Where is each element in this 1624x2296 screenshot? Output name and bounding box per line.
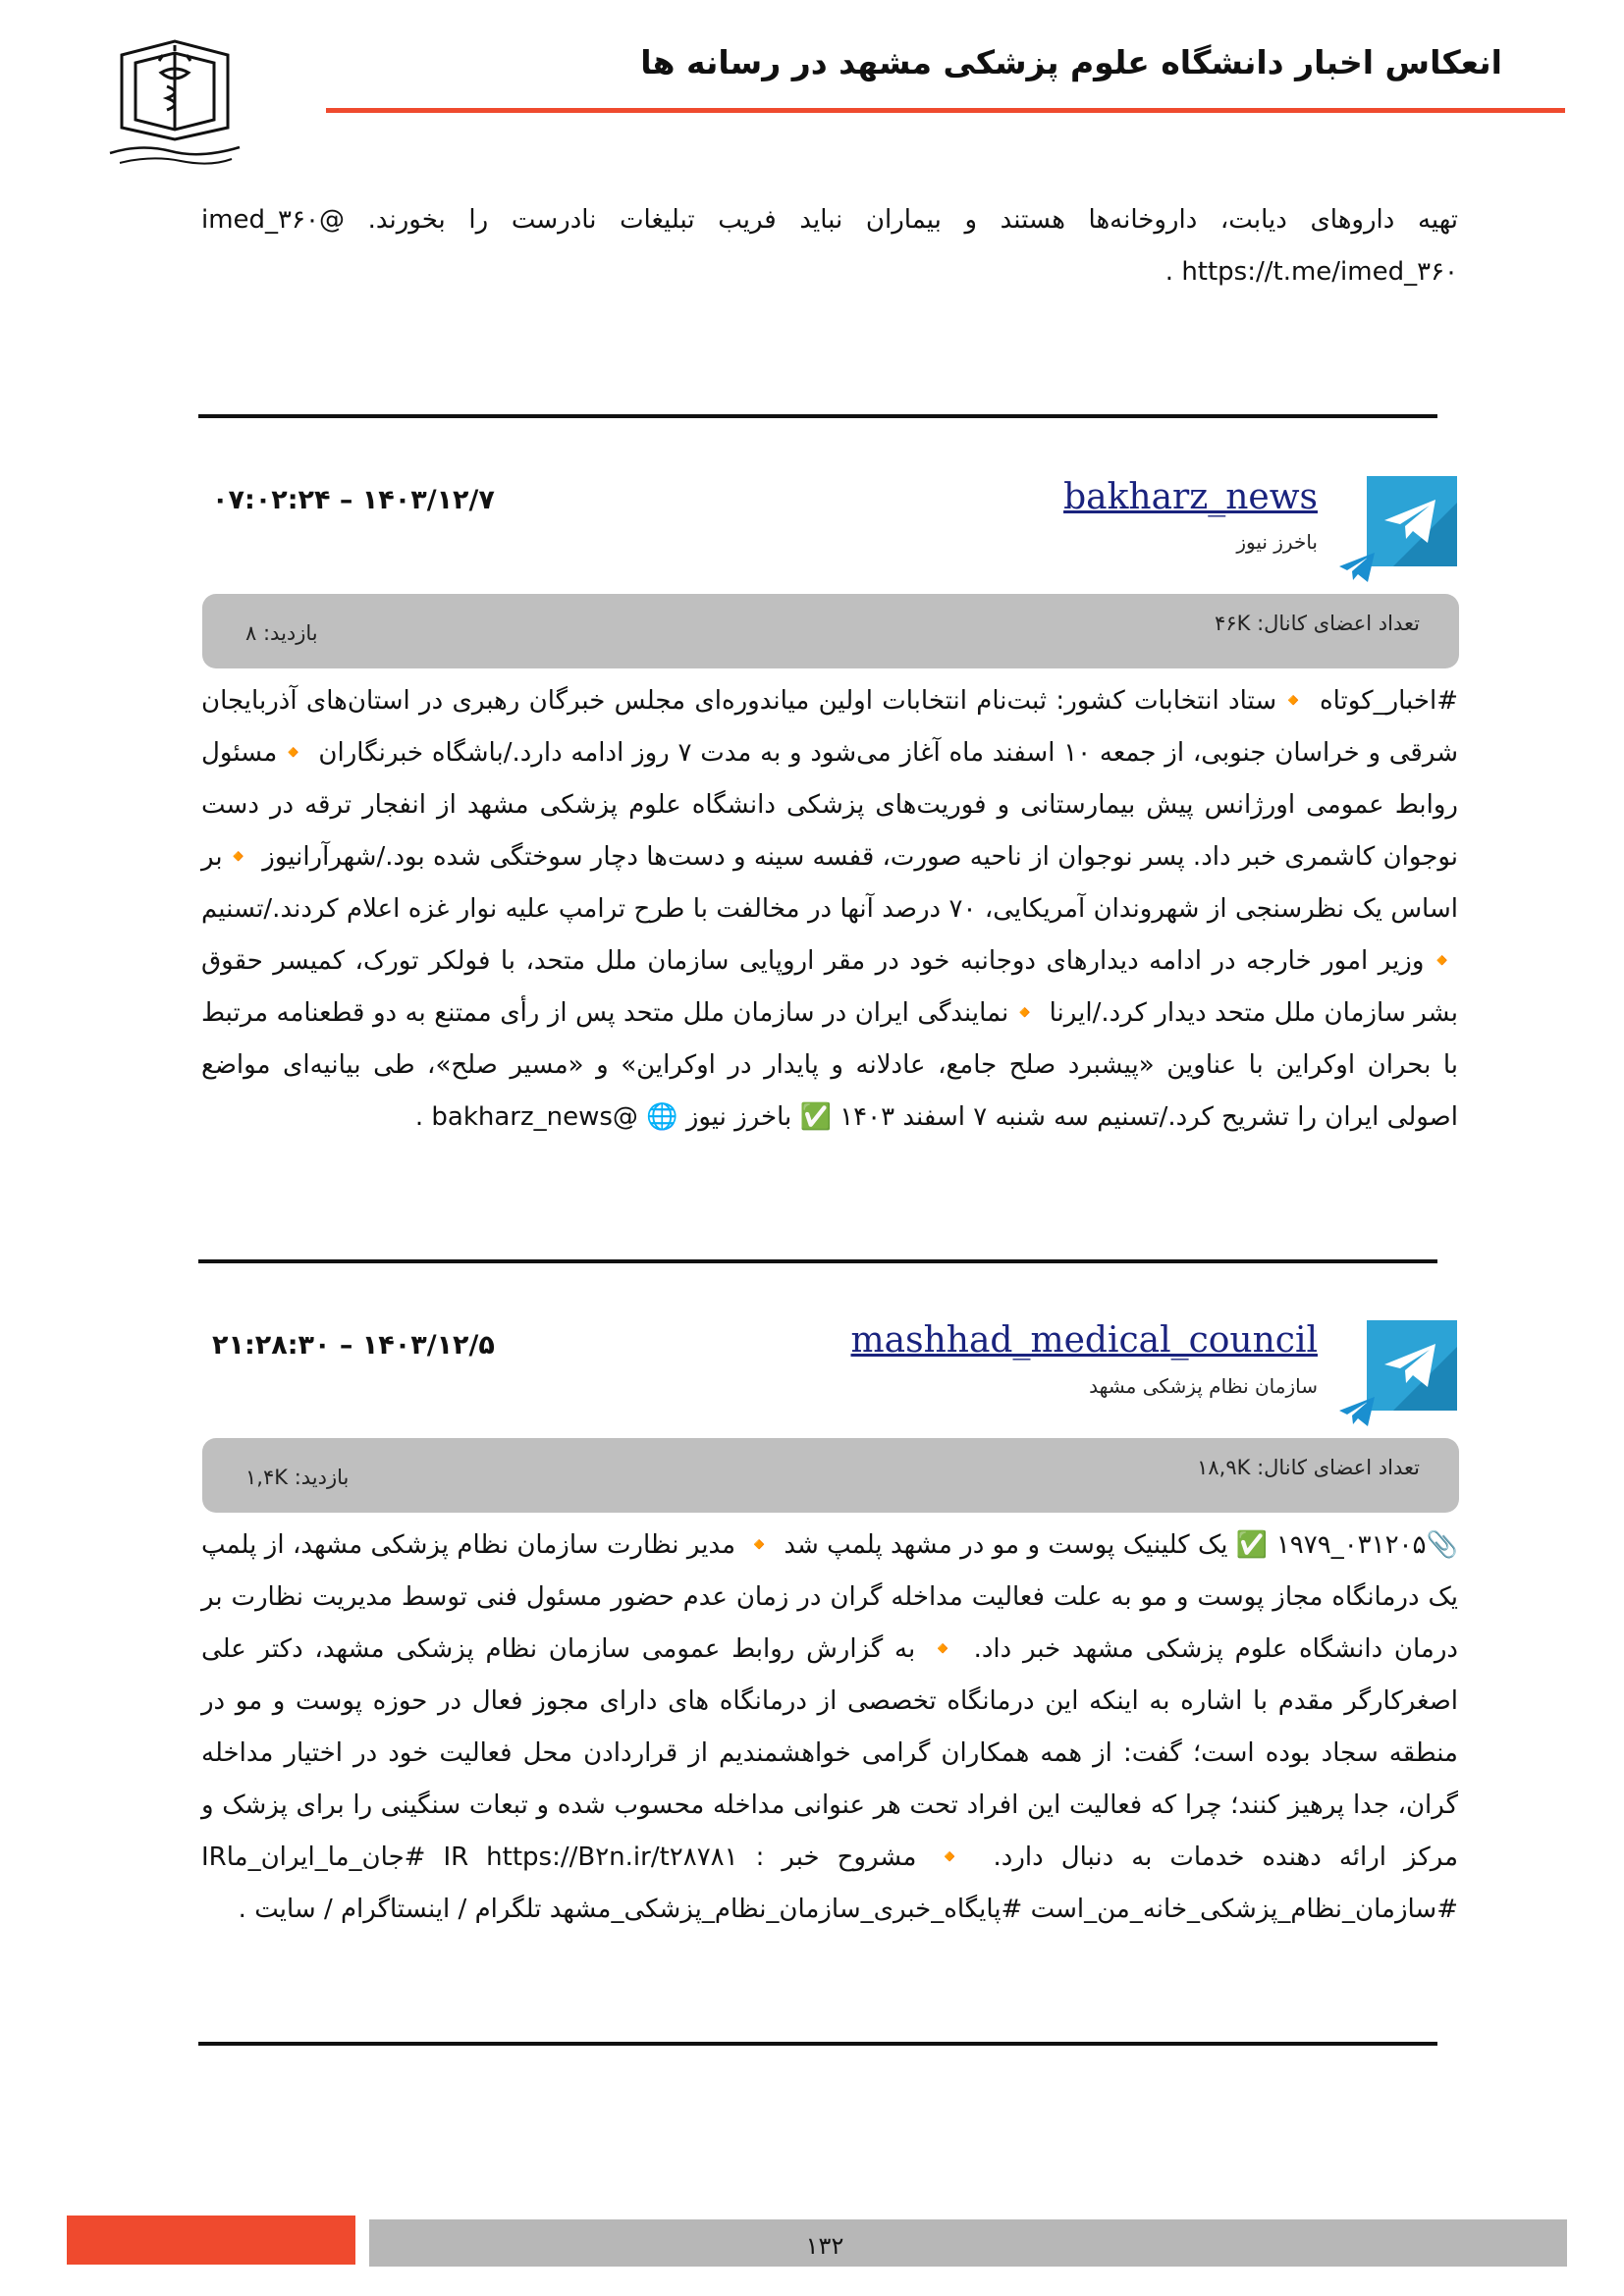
header-title: انعکاس اخبار دانشگاه علوم پزشکی مشهد در رسانه ها <box>640 43 1502 81</box>
post-body: 📎۰۳۱۲۰۵_۱۹۷۹ ✅ یک کلینیک پوست و مو در مشهد پلمپ شد 🔸 مدیر نظارت سازمان نظام پزشکی مشهد، از پلمپ یک درمانگاه مجاز پوست و مو به علت فعالیت مداخله گران در زمان عدم حضور مسئول فنی توسط مدیریت نظارت بر درمان دانشگاه علوم پزشکی مشهد خبر داد. 🔸 به گزارش روابط عمومی سازمان نظام پزشکی مشهد، دکتر علی اصغرکارگر مقدم با اشاره به اینکه این درمانگاه تخصصی از درمانگاه های دارای مجوز فعال در حوزه پوست و مو در منطقه سجاد بوده است؛ گفت: از همه همکاران گرامی خواهشمندیم از قراردادن محل فعالیت خود در اختیار مداخله گران، جدا پرهیز کنند؛ چرا که فعالیت این افراد تحت هر عنوانی مداخله محسوب شده و تبعات سنگینی را برای پزشک و مرکز ارائه دهنده خدمات به دنبال دارد. 🔸 مشروح خبر : IR https://B۲n.ir/t۲۸۷۸۱ #جان_ما_ایران_ماIR #سازمان_نظام_پزشکی_خانه_من_است #پایگاه_خبری_سازمان_نظام_پزشکی_مشهد تلگرام / اینستاگرام / سایت . <box>201 1530 1458 1924</box>
page-number: ۱۳۲ <box>805 2232 844 2260</box>
members-value: ۱۸,۹K <box>1197 1456 1251 1479</box>
university-logo-icon <box>102 37 247 171</box>
post-datetime: ۱۴۰۳/۱۲/۷ – ۰۷:۰۲:۲۴ <box>212 485 495 515</box>
channel-handle-link[interactable]: mashhad_medical_council <box>850 1320 1318 1361</box>
channel-name: سازمان نظام پزشکی مشهد <box>1089 1374 1318 1398</box>
footer-accent-bar <box>67 2216 355 2265</box>
telegram-icon <box>1367 1320 1457 1411</box>
views-label: بازدید: <box>294 1466 350 1489</box>
post-body: #اخبار_کوتاه 🔸ستاد انتخابات کشور: ثبت‌نام انتخابات اولین میاندوره‌ای مجلس خبرگان رهبری در استان‌های آذربایجان شرقی و خراسان جنوبی، از جمعه ۱۰ اسفند ماه آغاز می‌شود و به مدت ۷ روز ادامه دارد./باشگاه خبرنگاران 🔸مسئول روابط عمومی اورژانس پیش بیمارستانی و فوریت‌های پزشکی دانشگاه علوم پزشکی مشهد از انفجار ترقه در دست نوجوان کاشمری خبر داد. پسر نوجوان از ناحیه صورت، قفسه سینه و دست‌ها دچار سوختگی شده بود./شهرآرانیوز 🔸بر اساس یک نظرسنجی از شهروندان آمریکایی، ۷۰ درصد آنها در مخالفت با طرح ترامپ علیه نوار غزه اعلام کردند./تسنیم 🔸وزیر امور خارجه در ادامه دیدارهای دوجانبه خود در مقر اروپایی سازمان ملل متحد، با فولکر تورک، کمیسر حقوق بشر سازمان ملل متحد دیدار کرد./ایرنا 🔸نمایندگی ایران در سازمان ملل متحد پس از رأی ممتنع به دو قطعنامه مرتبط با بحران اوکراین با عناوین «پیشبرد صلح جامع، عادلانه و پایدار در اوکراین» و «مسیر صلح»، طی بیانیه‌ای مواضع اصولی ایران را تشریح کرد./تسنیم سه شنبه ۷ اسفند ۱۴۰۳ ✅ باخرز نیوز 🌐 @bakharz_news . <box>201 686 1458 1132</box>
header-rule <box>326 108 1565 113</box>
views-value: ۸ <box>245 621 257 645</box>
members-count <box>1215 612 1420 635</box>
intro-paragraph: تهیه داروهای دیابت، داروخانه‌ها هستند و بیماران نباید فریب تبلیغات نادرست را بخورند. @imed_۳۶۰ https://t.me/imed_۳۶۰ . <box>201 205 1458 287</box>
views-value: ۱,۴K <box>245 1466 289 1489</box>
stats-bar <box>202 1438 1459 1513</box>
views-count <box>245 621 318 645</box>
members-count <box>1197 1456 1420 1479</box>
separator-line <box>198 1259 1437 1263</box>
members-label: تعداد اعضای کانال: <box>1257 1456 1420 1479</box>
channel-name: باخرز نیوز <box>1236 530 1318 554</box>
views-label: بازدید: <box>262 621 318 645</box>
telegram-icon <box>1367 476 1457 566</box>
telegram-plane-icon <box>1337 550 1377 585</box>
post-datetime: ۱۴۰۳/۱۲/۵ – ۲۱:۲۸:۳۰ <box>212 1330 495 1361</box>
footer-bar <box>369 2219 1567 2267</box>
members-label: تعداد اعضای کانال: <box>1257 612 1420 635</box>
separator-line <box>198 2042 1437 2046</box>
views-count <box>245 1466 349 1489</box>
stats-bar <box>202 594 1459 668</box>
members-value: ۴۶K <box>1215 612 1251 635</box>
telegram-plane-icon <box>1337 1394 1377 1429</box>
channel-handle-link[interactable]: bakharz_news <box>1063 477 1318 517</box>
separator-line <box>198 414 1437 418</box>
